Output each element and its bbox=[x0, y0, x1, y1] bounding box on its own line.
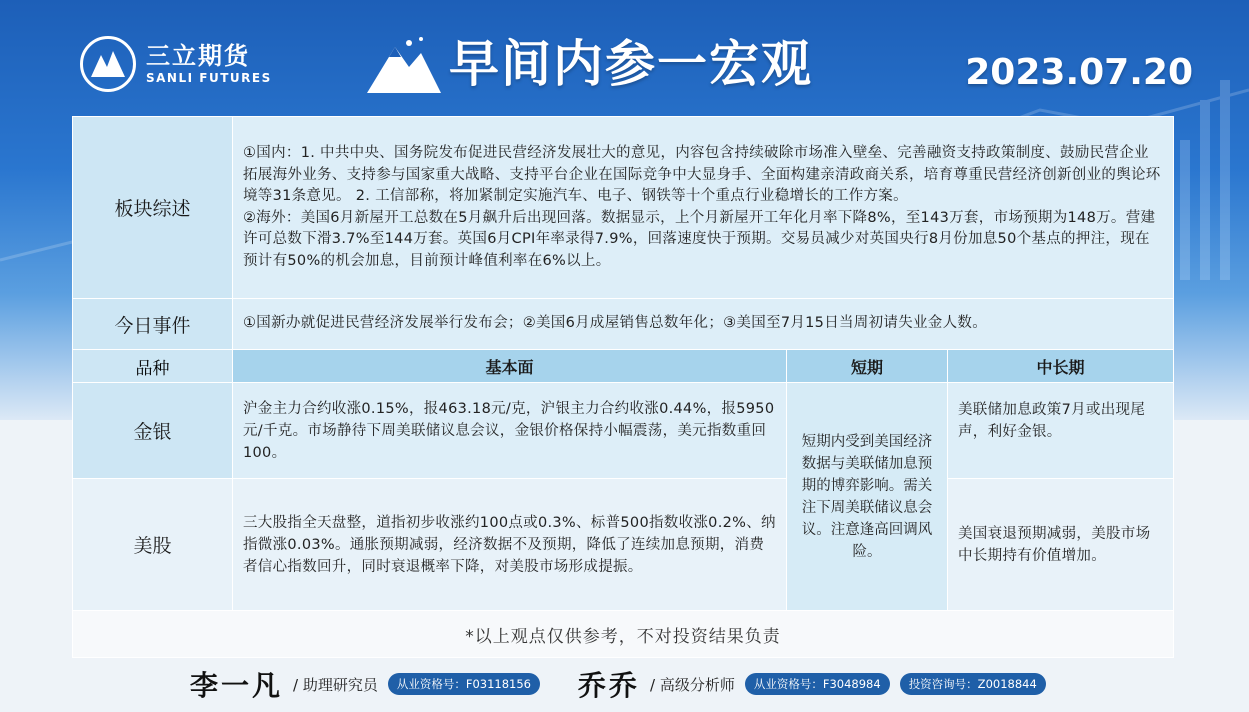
today-events-content: ①国新办就促进民营经济发展举行发布会；②美国6月成屋销售总数年化；③美国至7月15日当周初请失业金人数。 bbox=[233, 299, 1174, 350]
mountain-logo-icon bbox=[80, 36, 136, 92]
variety-gold-silver: 金银 bbox=[73, 383, 233, 479]
fundamental-gold-silver: 沪金主力合约收涨0.15%，报463.18元/克，沪银主力合约收涨0.44%，报5950元/千克。市场静待下周美联储议息会议，金银价格保持小幅震荡，美元指数重回100。 bbox=[233, 383, 787, 479]
mid-long-term-header: 中长期 bbox=[948, 350, 1174, 383]
consulting-badge: 投资咨询号：Z0018844 bbox=[900, 673, 1046, 695]
logo-chinese-name: 三立期货 bbox=[146, 42, 250, 70]
today-events-label: 今日事件 bbox=[73, 299, 233, 350]
logo-english-name: SANLI FUTURES bbox=[146, 71, 272, 85]
sector-review-row bbox=[73, 117, 1174, 299]
report-table-card bbox=[72, 116, 1173, 656]
author-role: / 高级分析师 bbox=[650, 675, 735, 694]
overseas-paragraph: ②海外：美国6月新屋开工总数在5月飙升后出现回落。数据显示，上个月新屋开工年化月率下降8%，至143万套，市场预期为148万。营建许可总数下滑3.7%至144万套。英国6月CPI年率录得7.9%，回落速度快于预期。交易员减少对英国央行8月份加息50个基点的押注，现在预计有50%的机会加息，目前预计峰值利率在6%以上。 bbox=[243, 209, 1156, 269]
short-term-shared: 短期内受到美国经济数据与美联储加息预期的博弈影响。需关注下周美联储议息会议。注意逢高回调风险。 bbox=[787, 383, 948, 611]
sector-review-label: 板块综述 bbox=[73, 117, 233, 299]
author-role: / 助理研究员 bbox=[293, 675, 378, 694]
table-row bbox=[73, 383, 1174, 479]
mid-long-us-stocks: 美国衰退预期减弱，美股市场中长期持有价值增加。 bbox=[948, 479, 1174, 611]
variety-us-stocks: 美股 bbox=[73, 479, 233, 611]
fundamental-us-stocks: 三大股指全天盘整，道指初步收涨约100点或0.3%、标普500指数收涨0.2%、纳指微涨0.03%。通胀预期减弱，经济数据不及预期，降低了连续加息预期，消费者信心指数回升，同时衰退概率下降，对美股市场形成提振。 bbox=[233, 479, 787, 611]
page-title: 早间内参一宏观 bbox=[449, 35, 813, 93]
author-name: 乔乔 bbox=[578, 669, 641, 702]
disclaimer: *以上观点仅供参考，不对投资结果负责 bbox=[73, 611, 1174, 658]
mid-long-gold-silver: 美联储加息政策7月或出现尾声，利好金银。 bbox=[948, 383, 1174, 479]
table-row bbox=[73, 479, 1174, 611]
report-table bbox=[72, 116, 1174, 658]
author-name: 李一凡 bbox=[190, 669, 284, 702]
short-term-header: 短期 bbox=[787, 350, 948, 383]
column-header-row bbox=[73, 350, 1174, 383]
title-area bbox=[365, 32, 813, 96]
variety-header: 品种 bbox=[73, 350, 233, 383]
qualification-badge: 从业资格号：F03118156 bbox=[388, 673, 540, 695]
disclaimer-row bbox=[73, 611, 1174, 658]
domestic-paragraph: ①国内：1. 中共中央、国务院发布促进民营经济发展壮大的意见，内容包含持续破除市场准入壁垒、完善融资支持政策制度、鼓励民营企业拓展海外业务、支持参与国家重大战略、支持平台企业在国际竞争中大显身手、全面构建亲清政商关系，培育尊重民营经济创新创业的舆论环境等31条意见。 2. 工信部称，将加紧制定实施汽车、电子、钢铁等十个重点行业稳增长的工作方案。 bbox=[243, 145, 1161, 204]
report-date: 2023.07.20 bbox=[965, 52, 1193, 93]
authors-footer bbox=[190, 664, 1046, 704]
qualification-badge: 从业资格号：F3048984 bbox=[745, 673, 890, 695]
company-logo bbox=[80, 36, 272, 92]
fundamental-header: 基本面 bbox=[233, 350, 787, 383]
today-events-row bbox=[73, 299, 1174, 350]
mountain-snow-icon bbox=[365, 33, 443, 95]
sector-review-content bbox=[233, 117, 1174, 299]
